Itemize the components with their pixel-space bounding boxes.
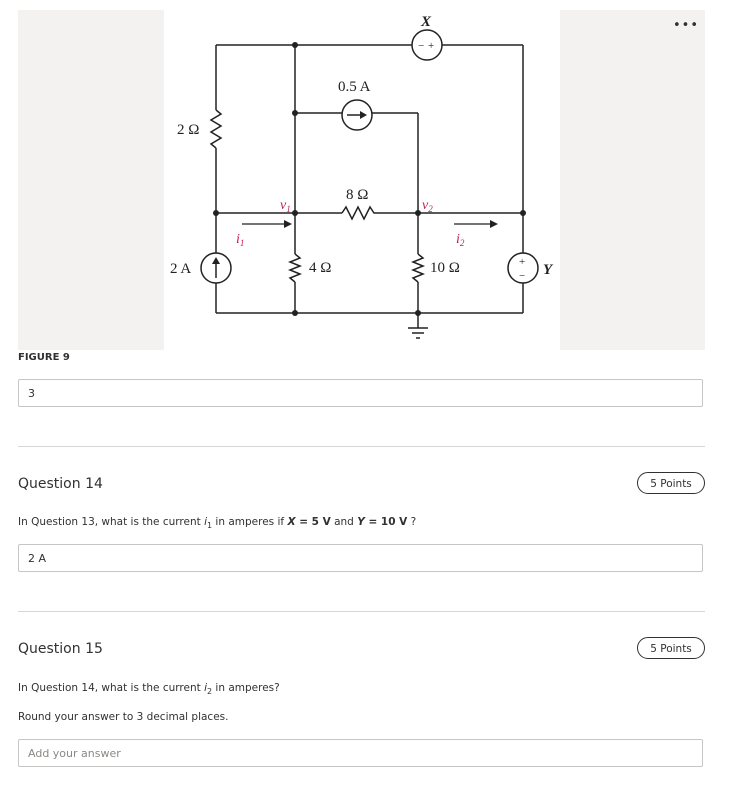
q15-question-text: In Question 14, what is the current $i_2$ in amperes? xyxy=(18,682,280,697)
q15-title: Question 15 xyxy=(18,641,103,657)
voltage-source-x-plus: + xyxy=(428,40,435,52)
label-i2: $i_2$ xyxy=(456,232,465,248)
current-source-0-5a xyxy=(342,100,372,130)
resistor-4-ohm xyxy=(290,254,300,282)
label-r-8-ohm: 8 Ω xyxy=(346,187,369,203)
voltage-source-y-minus: − xyxy=(519,270,526,282)
ellipsis-icon[interactable]: ••• xyxy=(672,18,699,33)
figure-caption: FIGURE 9 xyxy=(18,352,70,363)
resistor-10-ohm xyxy=(413,254,423,282)
label-v1: $v_1$ xyxy=(280,198,291,214)
q14-title: Question 14 xyxy=(18,476,103,492)
figure-side-panel-right xyxy=(560,10,705,350)
figure-container xyxy=(18,10,705,350)
resistor-2-ohm xyxy=(211,110,221,148)
voltage-source-y xyxy=(508,253,538,283)
label-r-2-ohm: 2 Ω xyxy=(177,122,200,138)
figure-side-panel-left xyxy=(18,10,164,350)
label-current-2a: 2 A xyxy=(170,261,192,277)
circuit-svg xyxy=(164,10,560,350)
divider-q15 xyxy=(18,611,705,612)
current-source-2a xyxy=(201,253,231,283)
label-r-4-ohm: 4 Ω xyxy=(309,260,332,276)
label-v2: $v_2$ xyxy=(422,198,433,214)
label-x: X xyxy=(421,14,432,30)
label-r-10-ohm: 10 Ω xyxy=(430,260,460,276)
q15-points-badge: 5 Points xyxy=(637,637,705,659)
label-current-0-5a: 0.5 A xyxy=(338,79,371,95)
voltage-source-y-plus: + xyxy=(519,256,526,268)
circuit-diagram xyxy=(164,10,560,350)
q15-answer-field[interactable]: Add your answer xyxy=(18,739,703,767)
label-i1: $i_1$ xyxy=(236,232,245,248)
q14-question-text: In Question 13, what is the current $i_1$ in amperes if X = 5 V and Y = 10 V ? xyxy=(18,516,417,531)
resistor-8-ohm xyxy=(342,207,377,219)
arrow-i1 xyxy=(242,220,292,228)
arrow-i2 xyxy=(454,220,498,228)
q13-answer-field[interactable]: 3 xyxy=(18,379,703,407)
q14-points-badge: 5 Points xyxy=(637,472,705,494)
ground-icon xyxy=(408,328,428,338)
q14-answer-field[interactable]: 2 A xyxy=(18,544,703,572)
q15-round-note: Round your answer to 3 decimal places. xyxy=(18,711,229,723)
voltage-source-x xyxy=(412,30,442,60)
label-y: Y xyxy=(543,262,553,278)
voltage-source-x-minus: − xyxy=(418,40,425,52)
divider-q14 xyxy=(18,446,705,447)
